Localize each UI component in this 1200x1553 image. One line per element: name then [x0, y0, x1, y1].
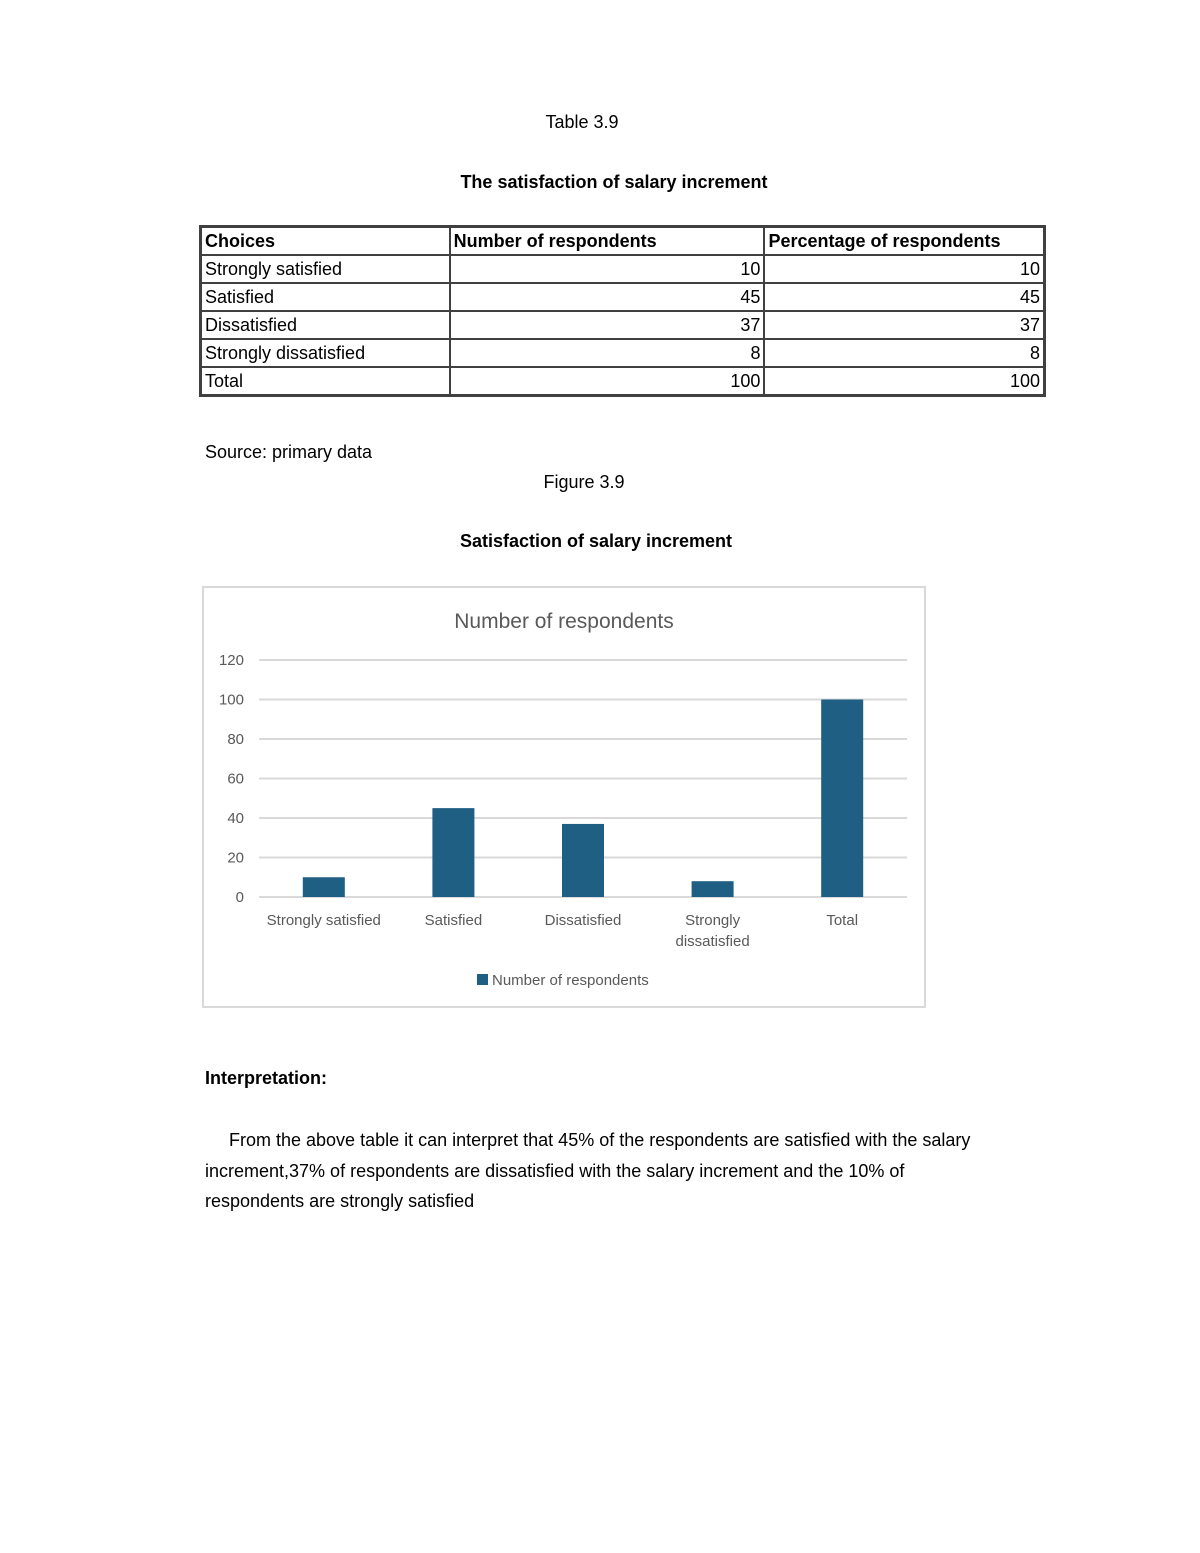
header-percentage: Percentage of respondents — [764, 227, 1044, 256]
x-category-label: dissatisfied — [675, 933, 750, 950]
bar — [303, 877, 345, 897]
cell-number: 37 — [450, 311, 765, 339]
table-caption: Table 3.9 — [545, 112, 619, 132]
cell-percent: 37 — [764, 311, 1044, 339]
interpretation-text: From the above table it can interpret that 45% of the respondents are satisfied with the salary increment,37% of respondents are dissatisfied with the salary increment and the 10% of respondents are strongly satisfied — [205, 1130, 971, 1211]
y-tick-label: 60 — [227, 770, 244, 788]
satisfaction-table — [199, 225, 1046, 397]
y-tick-label: 20 — [227, 849, 244, 867]
cell-choice: Strongly satisfied — [201, 255, 450, 283]
cell-percent: 10 — [764, 255, 1044, 283]
bar — [821, 700, 863, 898]
chart-canvas — [204, 588, 924, 1006]
table-row-total — [201, 367, 1045, 396]
header-number: Number of respondents — [450, 227, 765, 256]
y-tick-label: 40 — [227, 810, 244, 827]
bar — [432, 808, 474, 897]
cell-number: 45 — [450, 283, 765, 311]
table-row — [201, 255, 1045, 283]
cell-percent: 100 — [764, 367, 1044, 396]
chart-title: Number of respondents — [454, 610, 674, 633]
cell-percent: 8 — [764, 339, 1044, 367]
y-tick-label: 100 — [218, 691, 244, 709]
source-note: Source: primary data — [205, 442, 373, 462]
table-row — [201, 339, 1045, 367]
x-category-label: Total — [826, 912, 859, 929]
table-header-row — [201, 227, 1045, 256]
bar — [692, 881, 734, 897]
table-row — [201, 283, 1045, 311]
table-title: The satisfaction of salary increment — [460, 172, 768, 192]
cell-percent: 45 — [764, 283, 1044, 311]
x-category-label: Strongly — [685, 912, 741, 929]
y-tick-label: 0 — [235, 889, 244, 906]
header-choices: Choices — [201, 227, 450, 256]
table-row — [201, 311, 1045, 339]
bar-chart — [202, 586, 926, 1008]
cell-choice: Satisfied — [201, 283, 450, 311]
y-tick-label: 80 — [227, 731, 244, 748]
cell-number: 100 — [450, 367, 765, 396]
x-category-label: Strongly satisfied — [266, 912, 381, 929]
x-category-label: Dissatisfied — [544, 912, 622, 929]
y-tick-label: 120 — [218, 652, 244, 669]
cell-number: 10 — [450, 255, 765, 283]
legend-swatch — [477, 974, 488, 985]
figure-title: Satisfaction of salary increment — [459, 531, 733, 551]
cell-choice: Total — [201, 367, 450, 396]
cell-choice: Dissatisfied — [201, 311, 450, 339]
cell-choice: Strongly dissatisfied — [201, 339, 450, 367]
legend-label: Number of respondents — [492, 972, 649, 989]
figure-caption: Figure 3.9 — [543, 472, 625, 492]
interpretation-heading: Interpretation: — [205, 1068, 328, 1088]
x-category-label: Satisfied — [424, 912, 483, 929]
cell-number: 8 — [450, 339, 765, 367]
bar — [562, 824, 604, 897]
